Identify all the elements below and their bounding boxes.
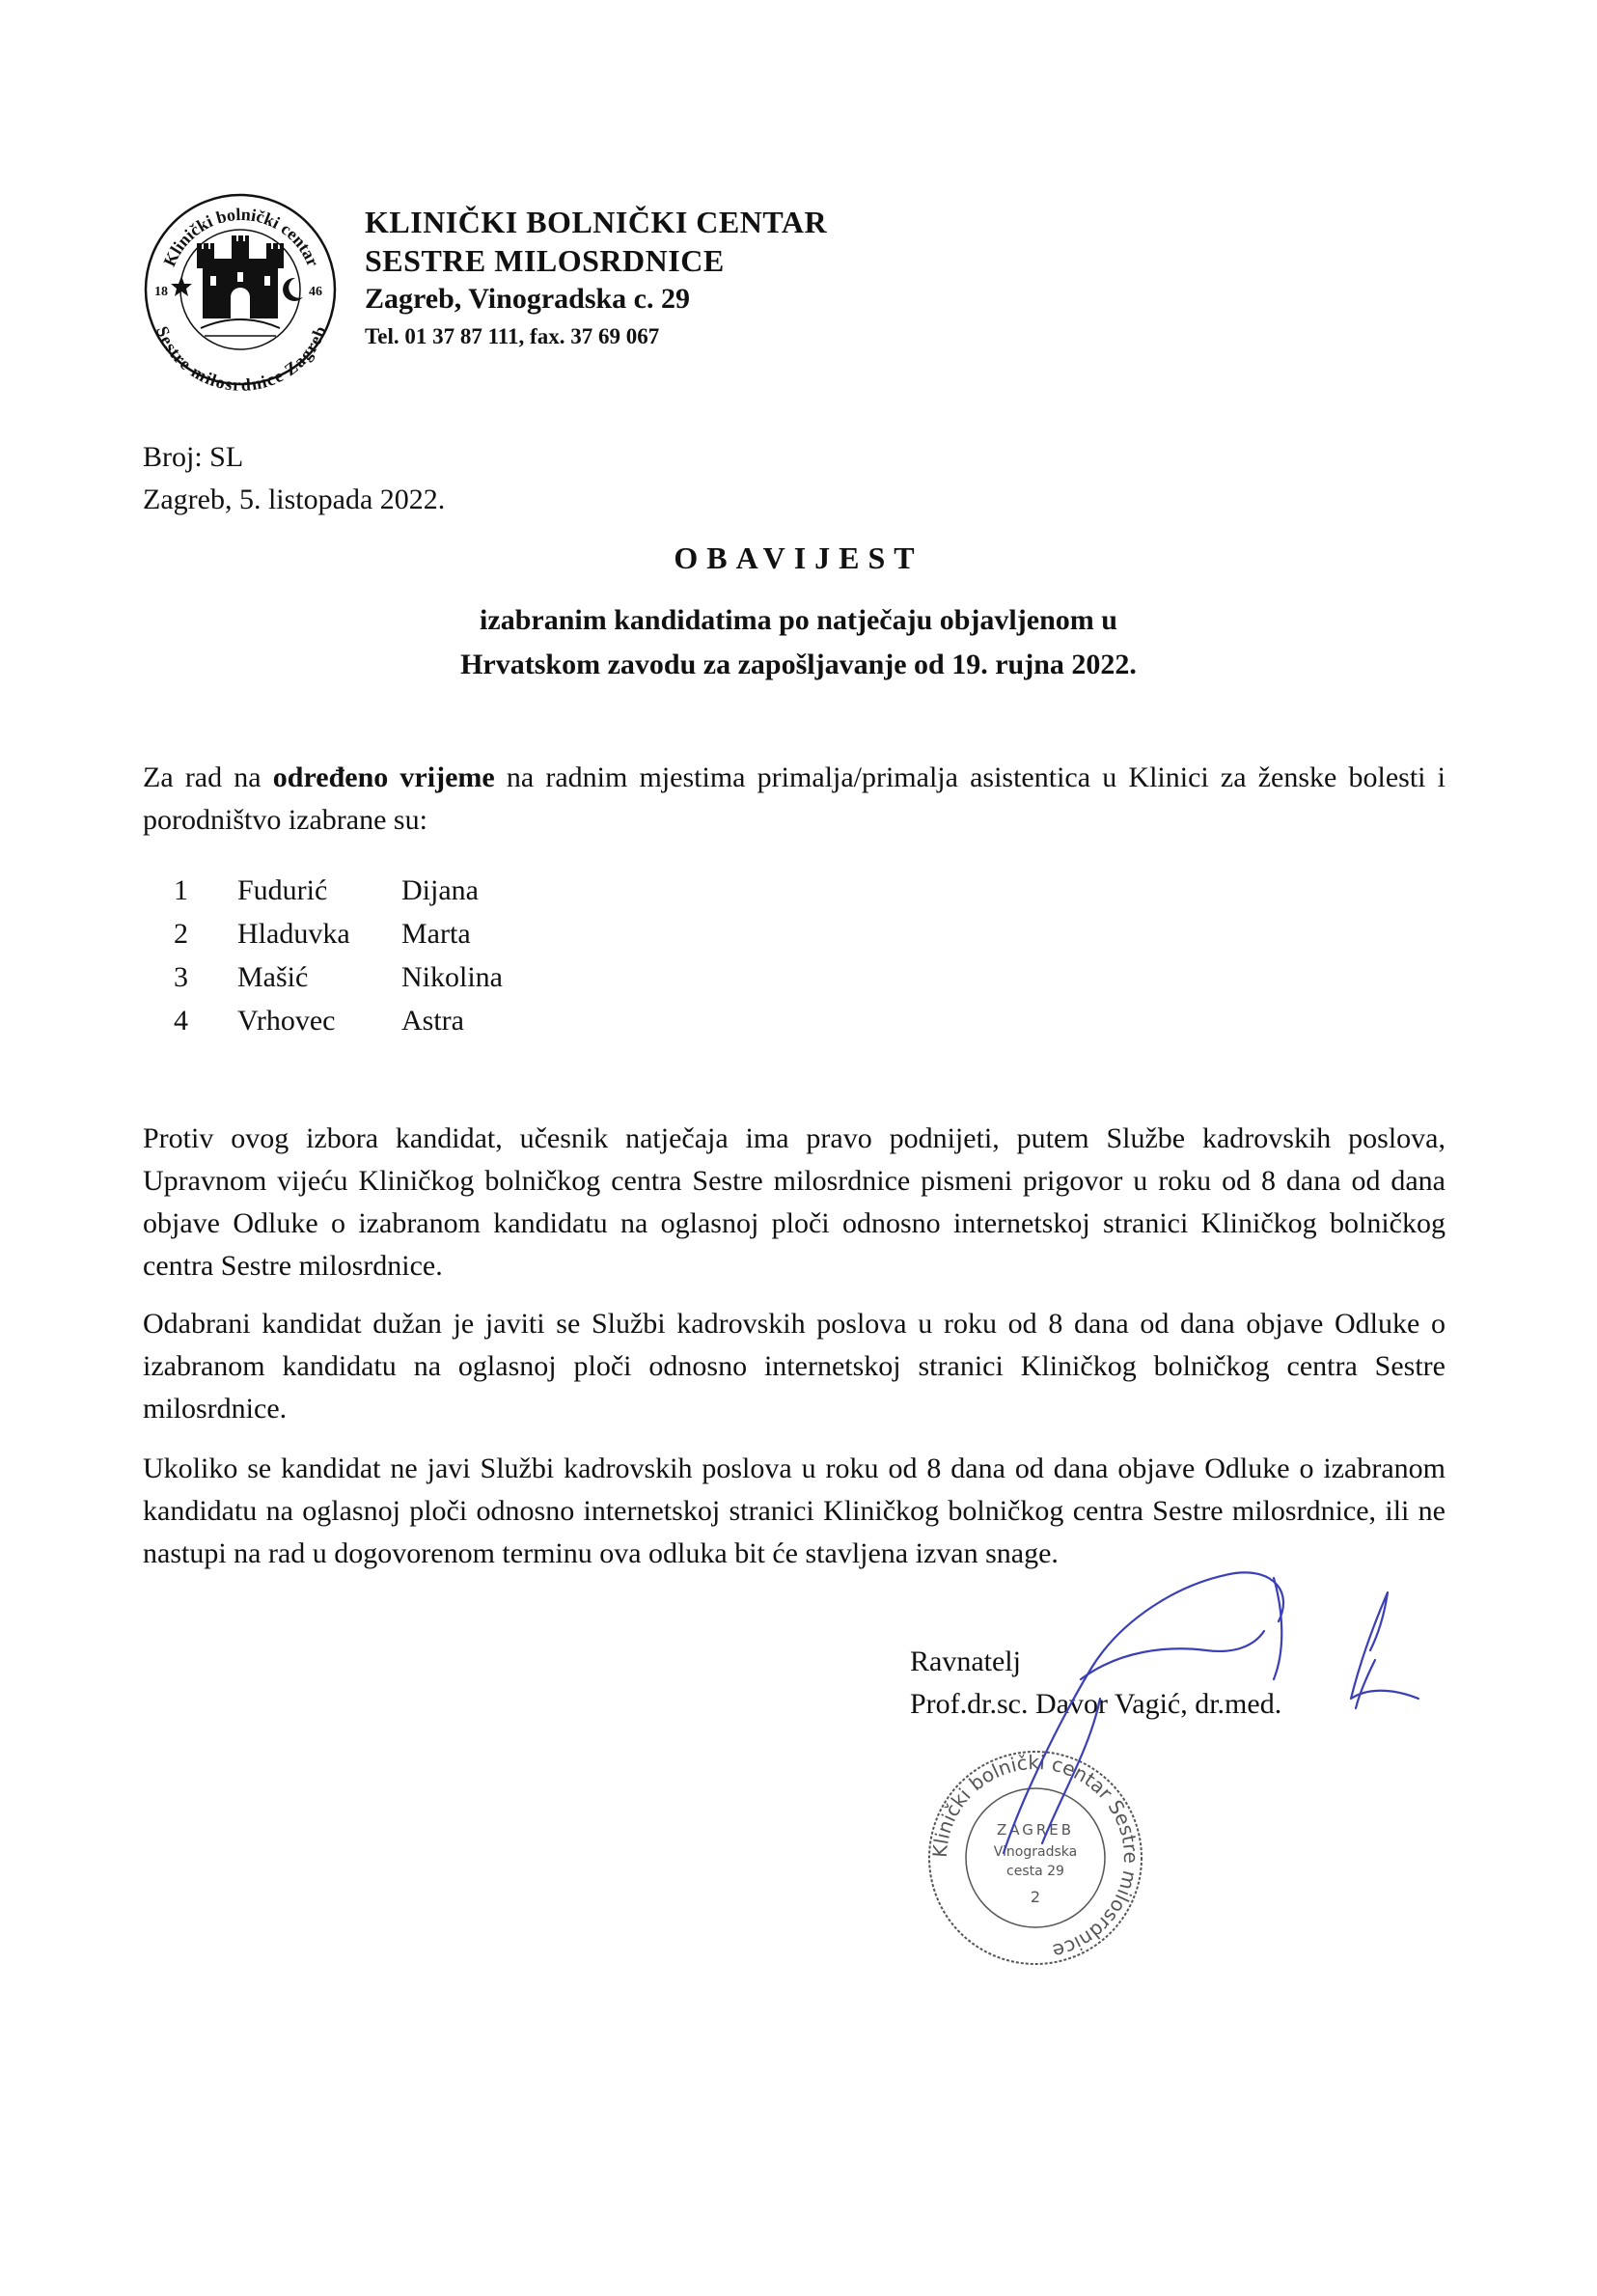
stamp-city: ZAGREB bbox=[996, 1821, 1075, 1839]
subtitle-line2: Hrvatskom zavodu za zapošljavanje od 19. rujna 2022. bbox=[460, 649, 1137, 680]
institution-name-line1: KLINIČKI BOLNIČKI CENTAR bbox=[365, 205, 828, 239]
candidate-number: 2 bbox=[174, 918, 188, 950]
candidate-first-name: Nikolina bbox=[401, 961, 503, 993]
institution-header bbox=[365, 203, 827, 355]
document-subtitle bbox=[0, 598, 1597, 687]
list-item bbox=[174, 874, 503, 918]
institution-contact: Tel. 01 37 87 111, fax. 37 69 067 bbox=[365, 324, 660, 348]
document-meta bbox=[143, 436, 445, 521]
star-icon bbox=[171, 276, 192, 296]
document-title: OBAVIJEST bbox=[674, 540, 923, 575]
logo-year-left: 18 bbox=[154, 285, 168, 299]
stamp-ring-text: Klinički bolnički centar Sestre milosrdnice bbox=[927, 1750, 1143, 1964]
list-item bbox=[174, 918, 503, 961]
signatory-role: Ravnatelj bbox=[910, 1646, 1021, 1677]
handwritten-signature bbox=[984, 1554, 1438, 1863]
place-date: Zagreb, 5. listopada 2022. bbox=[143, 484, 446, 515]
candidate-number: 3 bbox=[174, 961, 188, 993]
void-paragraph: Ukoliko se kandidat ne javi Službi kadrovskih poslova u roku od 8 dana od dana objave Odluke o izabranom kandidatu na oglasnoj ploči odnosno internetskoj stranici Kliničkog bolničkog centra Sestre milosrdnice, ili ne nastupi na rad u dogovorenom terminu ova odluka bit će stavljena izvan snage. bbox=[143, 1452, 1446, 1569]
list-item bbox=[174, 1005, 503, 1048]
candidate-surname: Hladuvka bbox=[237, 918, 350, 950]
candidate-surname: Mašić bbox=[237, 961, 309, 993]
candidate-first-name: Dijana bbox=[401, 874, 479, 906]
intro-text-before: Za rad na bbox=[143, 761, 273, 793]
list-item bbox=[174, 961, 503, 1005]
stamp-street1: Vinogradska bbox=[993, 1844, 1078, 1860]
candidate-first-name: Marta bbox=[401, 918, 471, 950]
intro-text-after: na radnim mjestima primalja/primalja asistentica u Klinici za ženske bolesti i porodništvo izabrane su: bbox=[143, 761, 1446, 836]
logo-bottom-text: Sestre milosrdnice Zagreb bbox=[152, 323, 330, 394]
logo-top-text: Klinički bolnički centar bbox=[159, 204, 323, 270]
candidate-number: 4 bbox=[174, 1005, 188, 1037]
appeal-paragraph: Protiv ovog izbora kandidat, učesnik natječaja ima pravo podnijeti, putem Službe kadrovskih poslova, Upravnom vijeću Kliničkog bolničkog centra Sestre milosrdnice pismeni prigovor u roku od 8 dana od dana objave Odluke o izabranom kandidatu na oglasnoj ploči odnosno internetskoj stranici Kliničkog bolničkog centra Sestre milosrdnice. bbox=[143, 1122, 1446, 1282]
candidate-list bbox=[174, 874, 503, 1048]
institution-address: Zagreb, Vinogradska c. 29 bbox=[365, 283, 690, 315]
intro-paragraph bbox=[143, 757, 1446, 842]
signatory-name: Prof.dr.sc. Davor Vagić, dr.med. bbox=[910, 1688, 1282, 1720]
report-paragraph: Odabrani kandidat dužan je javiti se Službi kadrovskih poslova u roku od 8 dana od dana objave Odluke o izabranom kandidatu na oglasnoj ploči odnosno internetskoj stranici Kliničkog bolničkog centra Sestre milosrdnice. bbox=[143, 1308, 1446, 1425]
candidate-surname: Vrhovec bbox=[237, 1005, 336, 1037]
candidate-number: 1 bbox=[174, 874, 188, 906]
candidate-first-name: Astra bbox=[401, 1005, 464, 1037]
institution-name-line2: SESTRE MILOSRDNICE bbox=[365, 243, 725, 278]
reference-number: Broj: SL bbox=[143, 441, 244, 473]
logo-year-right: 46 bbox=[309, 285, 322, 299]
castle-icon bbox=[197, 235, 284, 318]
hospital-logo bbox=[143, 183, 338, 394]
stamp-street2: cesta 29 bbox=[1006, 1864, 1064, 1879]
subtitle-line1: izabranim kandidatima po natječaju objavljenom u bbox=[480, 604, 1117, 636]
stamp-number: 2 bbox=[1030, 1888, 1041, 1906]
candidate-surname: Fudurić bbox=[237, 874, 328, 906]
intro-text-bold: određeno vrijeme bbox=[272, 761, 495, 793]
